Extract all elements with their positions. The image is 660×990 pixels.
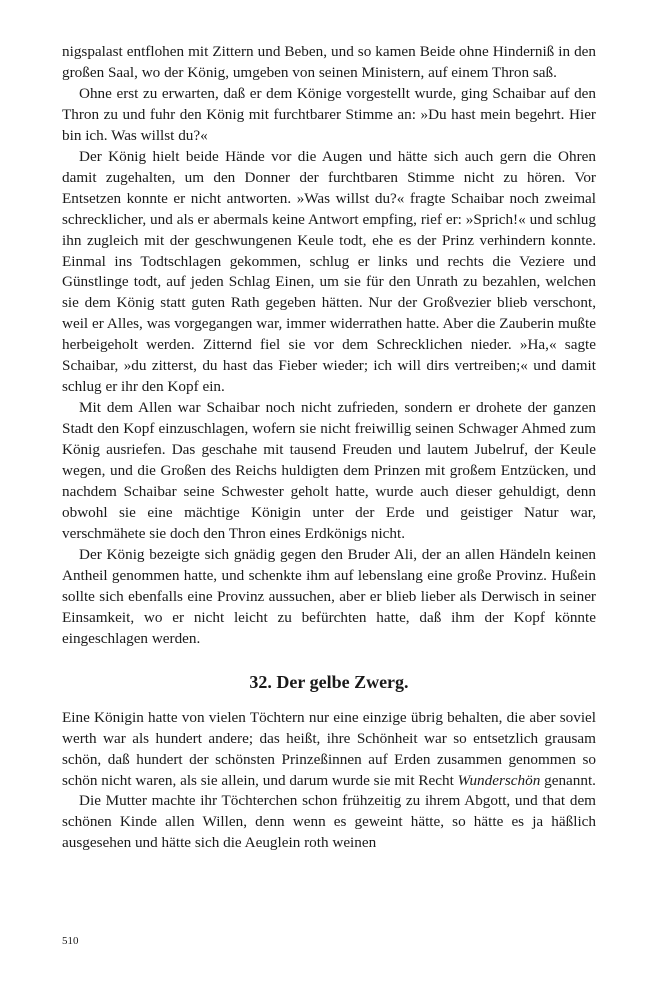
paragraph-text: Mit dem Allen war Schaibar noch nicht zufrieden, sondern er drohete der ganzen Stadt den Kopf einzuschlagen, wofern sie nicht freiwillig seinen Schwager Ahmed zum König ausriefen. Das geschahe mit tausend Freuden und lautem Jubelruf, der Keule wegen, und die Großen des Reichs huldigten dem Prinzen mit großem Entzücken, und nachdem Schaibar seine Schwester geholt hatte, wurde auch dieser gehuldigt, denn obwohl sie eine mächtige Königin unter der Erde und geistiger Natur war, verschmähete sie doch den Thron eines Erdkönigs nicht. xyxy=(62,399,596,542)
page-number: 510 xyxy=(62,935,79,947)
paragraph-text: Eine Königin hatte von vielen Töchtern nur eine einzige übrig behalten, die aber soviel werth war als hundert andere; das heißt, ihre Schönheit war so entsetzlich grausam schön, daß hundert der schönsten Prinzeßinnen auf Erden zusammen genommen so schön nicht waren, als sie allein, und darum wurde sie mit Recht xyxy=(62,708,596,789)
paragraph xyxy=(62,545,596,650)
italic-text: Wunderschön xyxy=(457,771,541,789)
paragraph-text: Die Mutter machte ihr Töchterchen schon frühzeitig zu ihrem Abgott, und that dem schönen Kinde allen Willen, denn wenn es geweint hätte, so hätte es ja häßlich ausgesehen und hätte sich die Aeuglein roth weinen xyxy=(62,792,596,852)
paragraph xyxy=(62,147,596,398)
paragraph-text: genannt. xyxy=(540,771,596,789)
paragraph-text: Der König bezeigte sich gnädig gegen den Bruder Ali, der an allen Händeln keinen Antheil genommen hatte, und schenkte ihm auf lebenslang eine große Provinz. Hußein sollte sich ebenfalls eine Provinz aussuchen, aber er blieb lieber als Derwisch in seiner Einsamkeit, wo er nicht leicht zu befürchten hatte, daß ihm der Kopf könnte eingeschlagen werden. xyxy=(62,545,596,647)
paragraph xyxy=(62,398,596,545)
paragraph xyxy=(62,708,596,792)
chapter-title: 32. Der gelbe Zwerg. xyxy=(249,671,409,692)
body-text-bottom xyxy=(62,708,596,855)
paragraph xyxy=(62,42,596,84)
paragraph xyxy=(62,791,596,854)
body-text-top xyxy=(62,42,596,650)
paragraph-text: Ohne erst zu erwarten, daß er dem Könige vorgestellt wurde, ging Schaibar auf den Thron zu und fuhr den König mit furchtbarer Stimme an: »Du hast mein begehrt. Hier bin ich. Was willst du?« xyxy=(62,84,596,144)
paragraph-text: Der König hielt beide Hände vor die Augen und hätte sich auch gern die Ohren damit zugehalten, um den Donner der furchtbaren Stimme nicht zu hören. Vor Entsetzen konnte er nicht antworten. »Was willst du?« fragte Schaibar noch zweimal schrecklicher, und als er abermals keine Antwort empfing, rief er: »Sprich!« und schlug ihn zugleich mit der geschwungenen Keule todt, ehe es der Prinz verhindern konnte. Einmal ins Todtschlagen gekommen, schlug er links und rechts die Veziere und Günstlinge todt, auf jeden Schlag Einen, um sie für den Unrath zu bezahlen, welchen sie dem König statt guten Rath gegeben hätten. Nur der Großvezier blieb verschont, weil er Alles, was vorgegangen war, immer widerrathen hatte. Aber die Zauberin mußte herbeigeholt werden. Zitternd fiel sie vor dem Schrecklichen nieder. »Ha,« sagte Schaibar, »du zitterst, du hast das Fieber wieder; ich will dirs vertreiben;« und damit schlug er ihr den Kopf ein. xyxy=(62,147,596,396)
paragraph-text: nigspalast entflohen mit Zittern und Beben, und so kamen Beide ohne Hinderniß in den großen Saal, wo der König, umgeben von seinen Ministern, auf einem Thron saß. xyxy=(62,43,596,81)
paragraph xyxy=(62,84,596,147)
book-page xyxy=(62,42,596,854)
